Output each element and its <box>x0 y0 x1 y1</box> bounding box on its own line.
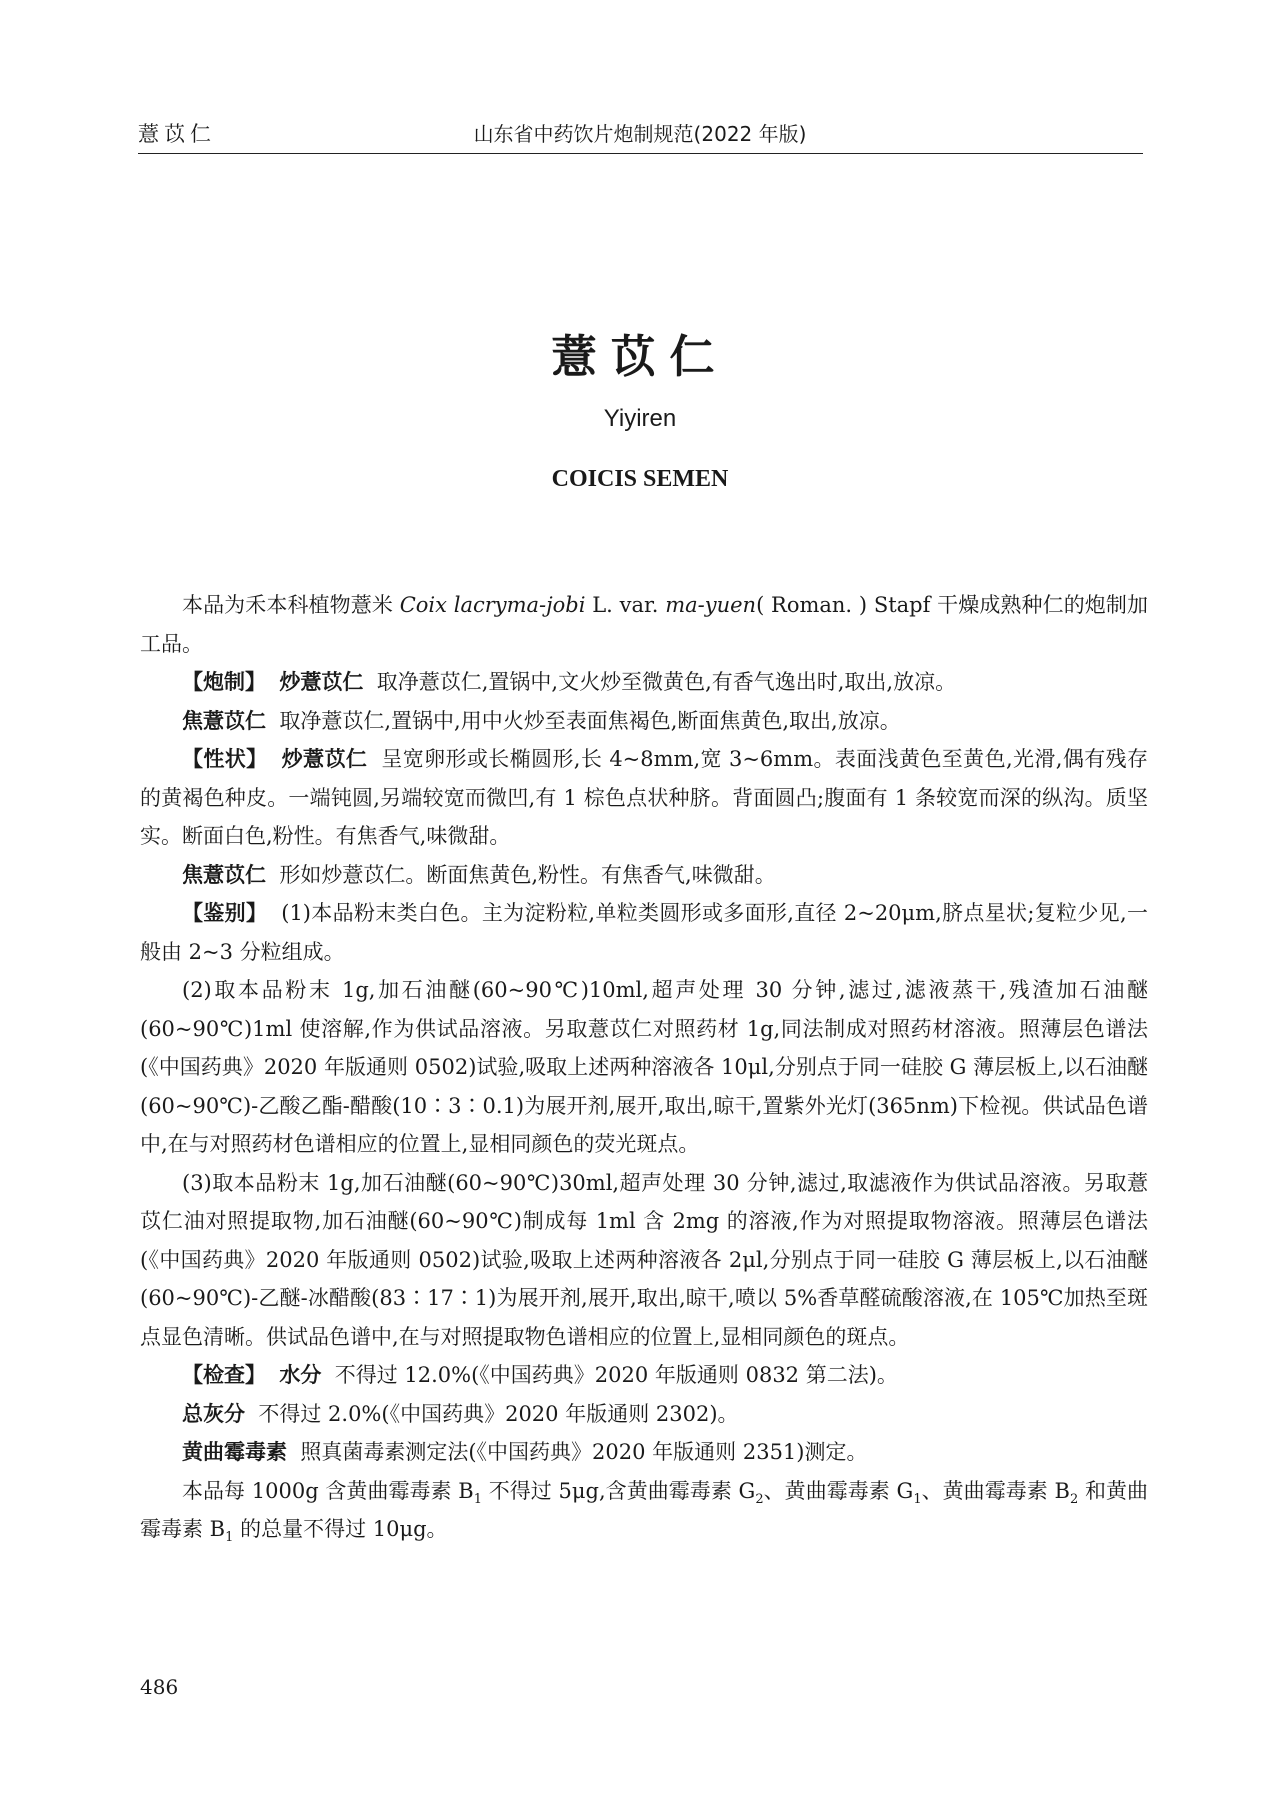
item-name: 焦薏苡仁 <box>182 708 266 733</box>
section-label-identification: 【鉴别】 <box>182 901 268 925</box>
header-entry-name: 薏苡仁 <box>138 122 216 146</box>
description-paragraph: 【性状】 炒薏苡仁 呈宽卵形或长椭圆形,长 4~8mm,宽 3~6mm。表面浅黄色至黄色,光滑,偶有残存的黄褐色种皮。一端钝圆,另端较宽而微凹,有 1 棕色点状种脐。背面圆凸;腹面有 1 条较宽而深的纵沟。质坚实。断面白色,粉性。有焦香气,味微甜。 <box>140 747 1148 848</box>
item-name: 总灰分 <box>182 1401 245 1426</box>
item-name: 水分 <box>279 1363 322 1387</box>
processing-paragraph: 焦薏苡仁 取净薏苡仁,置锅中,用中火炒至表面焦褐色,断面焦黄色,取出,放凉。 <box>182 708 901 733</box>
identification-paragraph: (3)取本品粉末 1g,加石油醚(60~90℃)30ml,超声处理 30 分钟,滤过,取滤液作为供试品溶液。另取薏苡仁油对照提取物,加石油醚(60~90℃)制成每 1ml 含 2mg 的溶液,作为对照提取物溶液。照薄层色谱法(《中国药典》2020 年版通则 0502)试验,吸取上述两种溶液各 2μl,分别点于同一硅胶 G 薄层板上,以石油醚(60~90℃)-乙醚-冰醋酸(83∶17∶1)为展开剂,展开,取出,晾干,喷以 5%香草醛硫酸溶液,在 105℃加热至斑点显色清晰。供试品色谱中,在与对照提取物色谱相应的位置上,显相同颜色的斑点。 <box>140 1170 1148 1349</box>
processing-paragraph: 【炮制】 炒薏苡仁 取净薏苡仁,置锅中,文火炒至微黄色,有香气逸出时,取出,放凉。 <box>182 670 957 694</box>
section-label-description: 【性状】 <box>182 747 268 771</box>
identification-paragraph: (2)取本品粉末 1g,加石油醚(60~90℃)10ml,超声处理 30 分钟,滤过,滤液蒸干,残渣加石油醚(60~90℃)1ml 使溶解,作为供试品溶液。另取薏苡仁对照药材 1g,同法制成对照药材溶液。照薄层色谱法(《中国药典》2020 年版通则 0502)试验,吸取上述两种溶液各 10μl,分别点于同一硅胶 G 薄层板上,以石油醚(60~90℃)-乙酸乙酯-醋酸(10∶3∶0.1)为展开剂,展开,取出,晾干,置紫外光灯(365nm)下检视。供试品色谱中,在与对照药材色谱相应的位置上,显相同颜色的荧光斑点。 <box>140 978 1148 1156</box>
inspection-paragraph: 总灰分 不得过 2.0%(《中国药典》2020 年版通则 2302)。 <box>182 1401 739 1426</box>
section-label-processing: 【炮制】 <box>182 670 266 694</box>
running-header <box>138 112 1142 146</box>
section-label-inspection: 【检查】 <box>182 1363 266 1387</box>
intro-paragraph: 本品为禾本科植物薏米 Coix lacryma-jobi L. var. ma-yuen( Roman. ) Stapf 干燥成熟种仁的炮制加工品。 <box>140 593 1148 656</box>
species-name: Coix lacryma-jobi <box>399 593 586 617</box>
entry-title-latin: COICIS SEMEN <box>551 466 729 492</box>
inspection-paragraph: 本品每 1000g 含黄曲霉毒素 $B_1$ 不得过 5μg,含黄曲霉毒素 $G_2$、黄曲霉毒素 $G_1$、黄曲霉毒素 $B_2$ 和黄曲霉毒素 $B_1$ 的总量不得过 10μg。 <box>140 1478 1149 1546</box>
variety-name: ma-yuen <box>665 593 757 617</box>
description-paragraph: 焦薏苡仁 形如炒薏苡仁。断面焦黄色,粉性。有焦香气,味微甜。 <box>182 862 776 887</box>
entry-title-pinyin: Yiyiren <box>603 405 677 432</box>
entry-title-chinese: 薏苡仁 <box>551 330 729 383</box>
item-name: 黄曲霉毒素 <box>182 1440 287 1464</box>
identification-paragraph: 【鉴别】 (1)本品粉末类白色。主为淀粉粒,单粒类圆形或多面形,直径 2~20μm,脐点星状;复粒少见,一般由 2~3 分粒组成。 <box>140 901 1148 964</box>
item-name: 焦薏苡仁 <box>182 862 266 887</box>
inspection-paragraph: 【检查】 水分 不得过 12.0%(《中国药典》2020 年版通则 0832 第二法)。 <box>182 1363 898 1387</box>
item-name: 炒薏苡仁 <box>281 747 368 771</box>
inspection-paragraph: 黄曲霉毒素 照真菌毒素测定法(《中国药典》2020 年版通则 2351)测定。 <box>182 1440 868 1464</box>
page-number: 486 <box>140 1675 179 1699</box>
header-rule <box>138 153 1143 154</box>
entry-body <box>140 586 1148 1549</box>
header-book-title: 山东省中药饮片炮制规范(2022 年版) <box>473 122 807 146</box>
item-name: 炒薏苡仁 <box>279 670 364 694</box>
